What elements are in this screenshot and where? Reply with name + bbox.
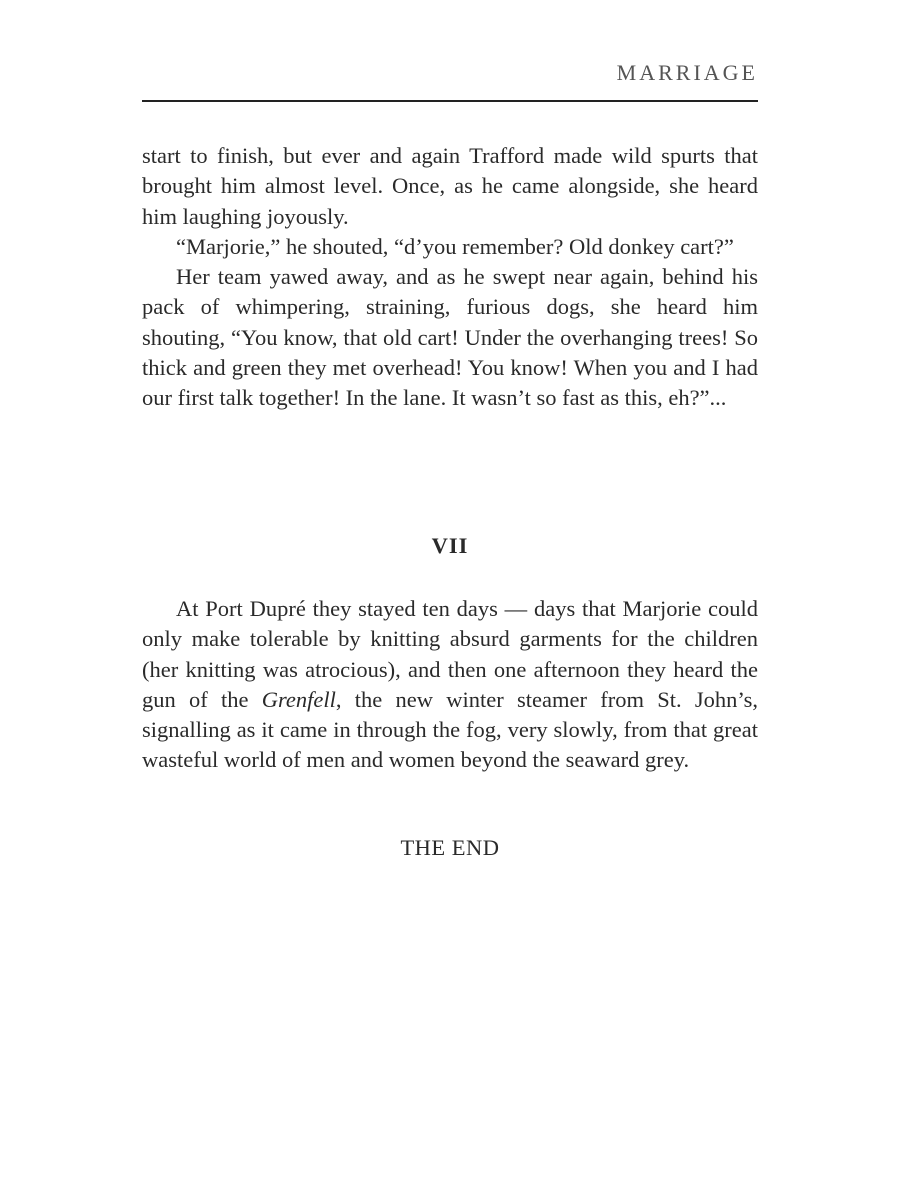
paragraph: “Marjorie,” he shouted, “d’you remember? Old donkey cart?” [176,233,734,259]
paragraph: start to finish, but ever and again Trafford made wild spurts that brought him almost level. Once, as he came alongside, she heard him laughing joyously. [142,143,758,229]
the-end-label: THE END [400,835,500,860]
section-heading: VII [431,533,469,558]
header-rule [142,100,758,102]
paragraph: Her team yawed away, and as he swept near again, behind his pack of whimpering, straining, furious dogs, she heard him shouting, “You know, that old cart! Under the overhanging trees! So thick and green they met overhead! You know! When you and I had our first talk together! In the lane. It wasn’t so fast as this, eh?”... [142,264,758,411]
paragraph-text: , the new winter steamer from St. John’s, signalling as it came in through the fog, very slowly, from that great wasteful world of men and women beyond the seaward grey. [142,686,758,773]
paragraph-text: At Port Dupré they stayed ten days — days that Marjorie could only make tolerable by knitting absurd garments for the children (her knitting was atrocious), and then one afternoon they heard the gun of the [142,596,758,712]
running-head-title: MARRIAGE [616,60,758,85]
ship-name: Grenfell [261,686,336,712]
passage-one [142,141,758,414]
passage-two [142,594,758,776]
paragraph [142,594,758,776]
